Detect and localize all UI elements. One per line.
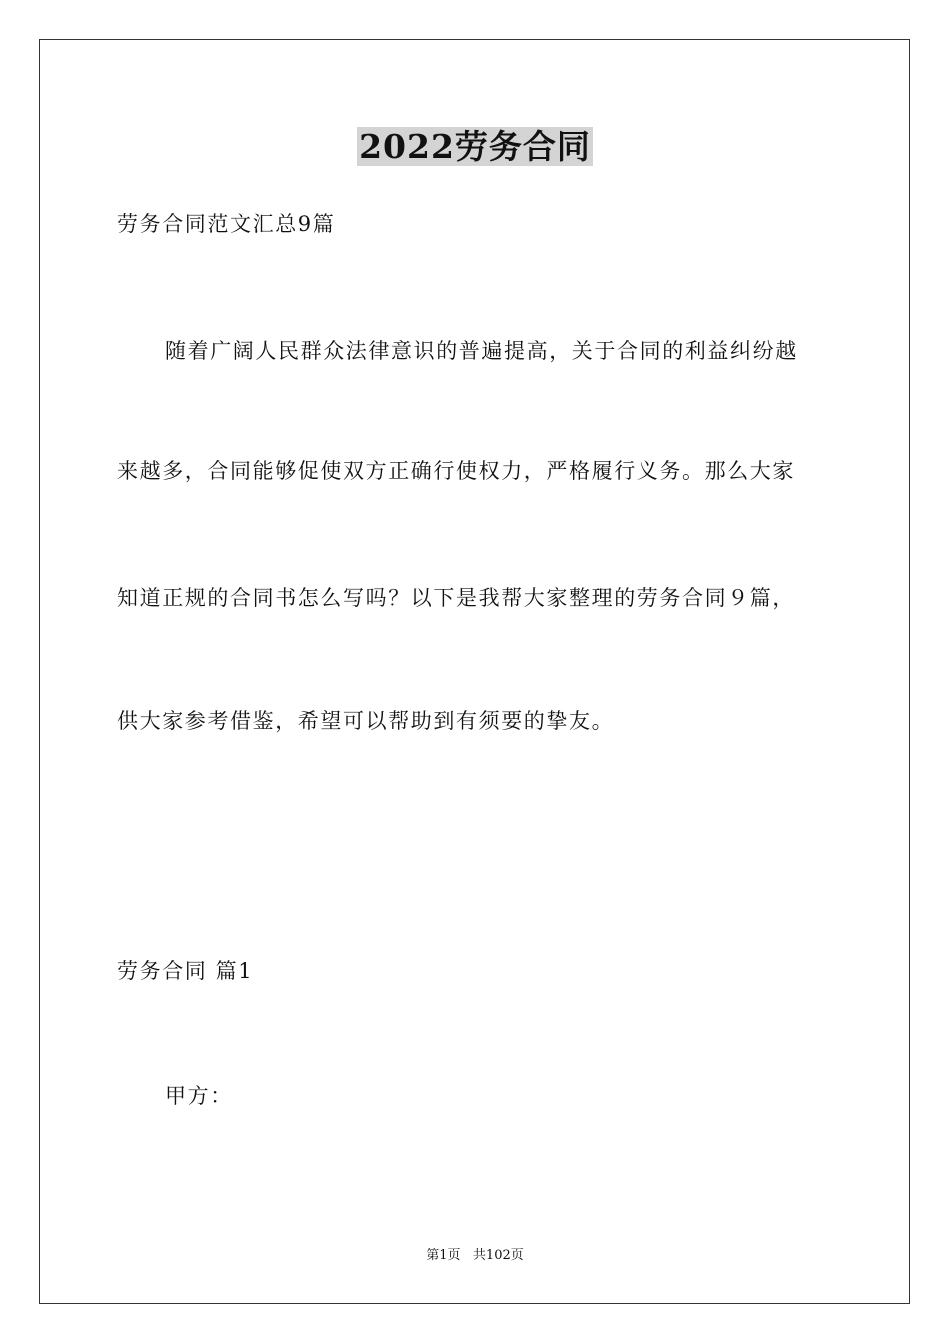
- intro-line-3: 知道正规的合同书怎么写吗？以下是我帮大家整理的劳务合同９篇，: [117, 586, 795, 610]
- intro-line-2: 来越多，合同能够促使双方正确行使权力，严格履行义务。那么大家: [117, 459, 795, 483]
- intro-line-4: 供大家参考借鉴，希望可以帮助到有须要的挚友。: [117, 709, 615, 733]
- section-heading: 劳务合同 篇1: [117, 959, 254, 983]
- document-subtitle: 劳务合同范文汇总9篇: [117, 212, 336, 236]
- document-title: [0, 125, 950, 169]
- intro-line-1: 随着广阔人民群众法律意识的普遍提高，关于合同的利益纠纷越: [165, 339, 798, 363]
- party-a-label: 甲方：: [165, 1084, 233, 1108]
- document-title-text: 2022劳务合同: [359, 127, 591, 166]
- page-footer: 第1页 共102页: [426, 1248, 524, 1263]
